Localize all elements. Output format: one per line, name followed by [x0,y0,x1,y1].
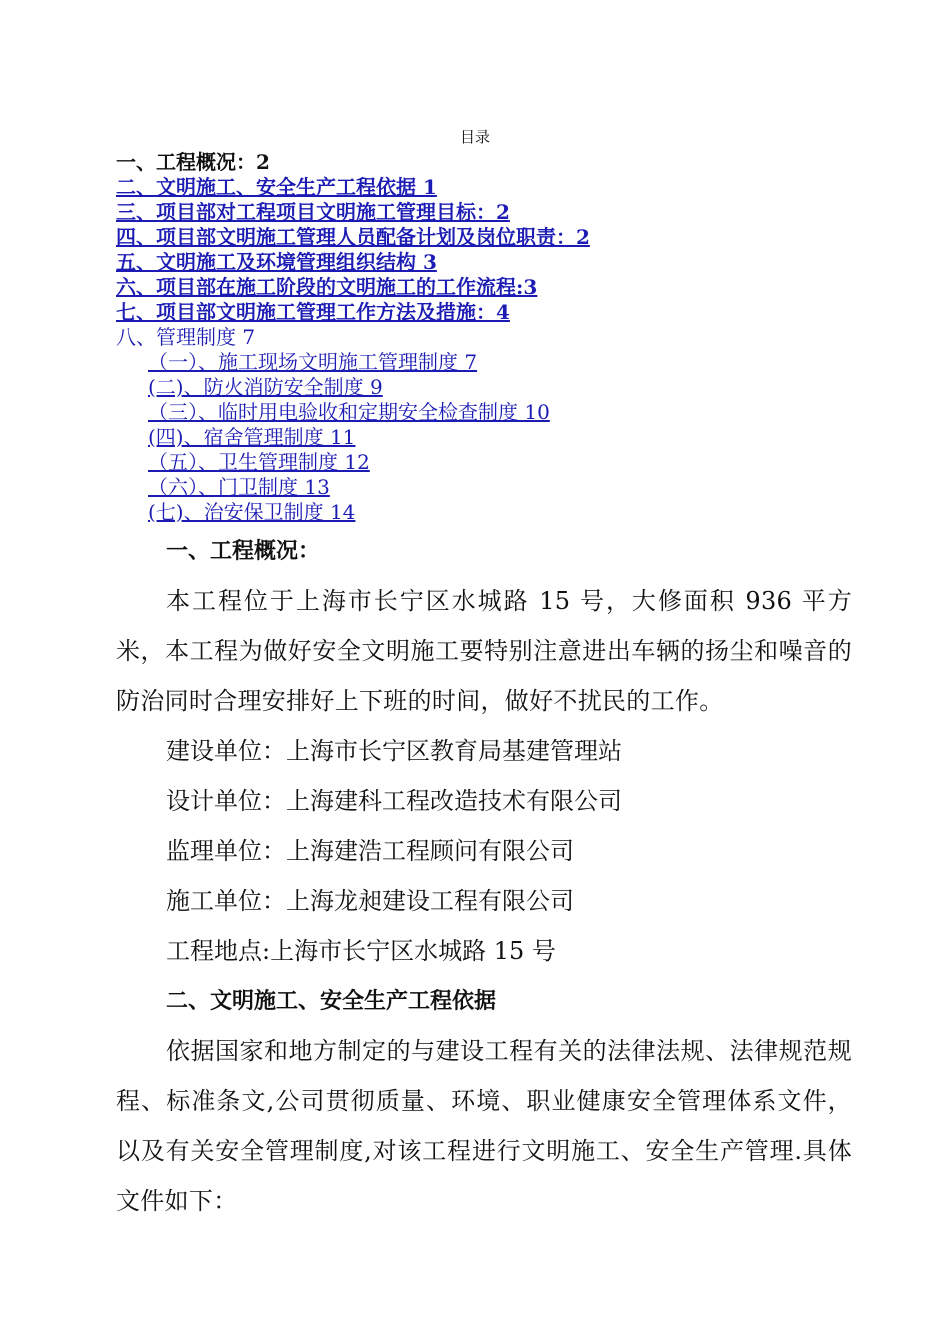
section-heading: 一、工程概况： [166,538,321,564]
toc-item-3[interactable]: 三、项目部对工程项目文明施工管理目标：2 [116,200,510,224]
toc-item-8[interactable]: 八、管理制度 7 [116,325,256,349]
toc-subitem-7[interactable]: (七)、治安保卫制度 14 [148,500,356,524]
basis-paragraph: 依据国家和地方制定的与建设工程有关的法律法规、法律规范规程、标准条文,公司贯彻质量、环境、职业健康安全管理体系文件，以及有关安全管理制度,对该工程进行文明施工、安全生产管理.具体文件如下： [116,1037,852,1215]
toc-subitem-6[interactable]: （六）、门卫制度 13 [148,475,330,499]
project-location-line: 工程地点:上海市长宁区水城路 15 号 [166,937,556,965]
toc-item-6[interactable]: 六、项目部在施工阶段的文明施工的工作流程:3 [116,275,538,299]
supervision-unit-line: 监理单位：上海建浩工程顾问有限公司 [166,837,574,865]
overview-paragraph: 本工程位于上海市长宁区水城路 15 号，大修面积 936 平方米，本工程为做好安全文明施工要特别注意进出车辆的扬尘和噪音的防治同时合理安排好上下班的时间，做好不扰民的工作。 [116,587,852,715]
construction-unit-line: 建设单位：上海市长宁区教育局基建管理站 [166,737,622,765]
toc-item-2[interactable]: 二、文明施工、安全生产工程依据 1 [116,175,437,199]
toc-title: 目录 [459,128,490,146]
design-unit-line: 设计单位：上海建科工程改造技术有限公司 [166,787,622,815]
toc-item-5[interactable]: 五、文明施工及环境管理组织结构 3 [116,250,437,274]
toc-item-7[interactable]: 七、项目部文明施工管理工作方法及措施：4 [116,300,510,324]
toc-subitem-2[interactable]: (二)、防火消防安全制度 9 [148,375,383,399]
toc-subitem-4[interactable]: (四)、宿舍管理制度 11 [148,425,356,449]
toc-subitem-1[interactable]: （一）、施工现场文明施工管理制度 7 [148,350,478,374]
toc-subitem-5[interactable]: （五）、卫生管理制度 12 [148,450,370,474]
toc-item-1[interactable]: 一、工程概况：2 [116,150,270,174]
table-of-contents [116,150,876,525]
toc-item-4[interactable]: 四、项目部文明施工管理人员配备计划及岗位职责：2 [116,225,590,249]
document-body [116,526,852,1226]
section-heading: 二、文明施工、安全生产工程依据 [166,988,497,1014]
contractor-unit-line: 施工单位：上海龙昶建设工程有限公司 [166,887,574,915]
toc-subitem-3[interactable]: （三）、临时用电验收和定期安全检查制度 10 [148,400,550,424]
